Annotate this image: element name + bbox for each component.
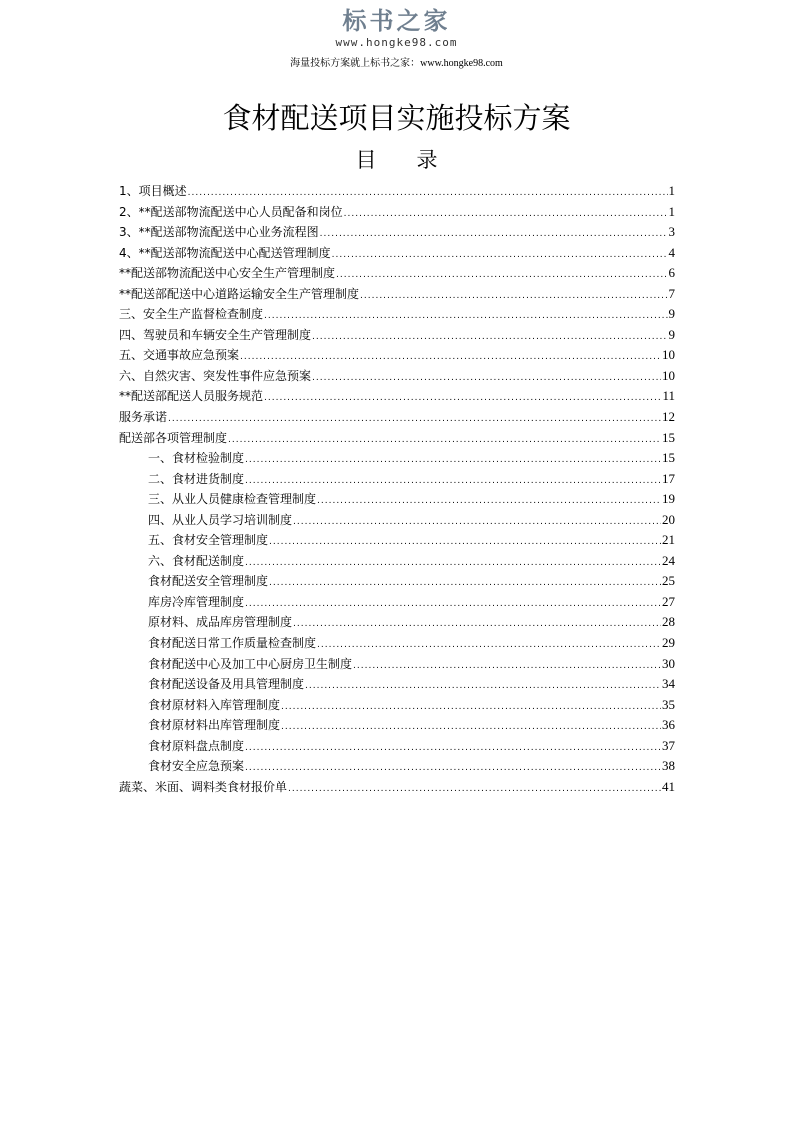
toc-entry-label: 六、食材配送制度 bbox=[148, 553, 245, 568]
toc-leader-dots bbox=[245, 553, 661, 573]
toc-leader-dots bbox=[353, 656, 661, 676]
toc-leader-dots bbox=[317, 491, 661, 511]
toc-entry-page: 3 bbox=[668, 224, 675, 240]
toc-leader-dots bbox=[293, 614, 661, 634]
toc-entry-label: 食材原材料入库管理制度 bbox=[148, 697, 281, 712]
toc-entry[interactable] bbox=[119, 284, 675, 305]
toc-entry-page: 9 bbox=[668, 326, 675, 342]
toc-leader-dots bbox=[245, 738, 661, 758]
toc-entry[interactable] bbox=[119, 633, 675, 654]
toc-entry-page: 10 bbox=[662, 367, 675, 383]
toc-leader-dots bbox=[317, 635, 661, 655]
toc-leader-dots bbox=[264, 306, 667, 326]
toc-entry-page: 12 bbox=[662, 409, 675, 425]
toc-entry-label: 4、**配送部物流配送中心配送管理制度 bbox=[119, 245, 331, 260]
toc-entry-page: 41 bbox=[662, 778, 675, 794]
toc-entry-label: **配送部配送人员服务规范 bbox=[119, 389, 264, 404]
toc-leader-dots bbox=[336, 265, 667, 285]
toc-leader-dots bbox=[320, 224, 668, 244]
toc-entry-label: 食材配送安全管理制度 bbox=[148, 574, 269, 589]
toc-entry[interactable] bbox=[119, 674, 675, 695]
table-of-contents bbox=[119, 181, 675, 797]
toc-entry-label: 五、交通事故应急预案 bbox=[119, 348, 240, 363]
toc-entry[interactable] bbox=[119, 777, 675, 798]
toc-entry-page: 21 bbox=[662, 532, 675, 548]
toc-entry[interactable] bbox=[119, 181, 675, 202]
toc-entry-page: 30 bbox=[662, 655, 675, 671]
toc-entry-label: 1、项目概述 bbox=[119, 184, 187, 198]
toc-entry-label: 食材配送日常工作质量检查制度 bbox=[148, 636, 317, 651]
toc-entry[interactable] bbox=[119, 366, 675, 387]
toc-entry[interactable] bbox=[119, 612, 675, 633]
toc-leader-dots bbox=[228, 430, 661, 450]
toc-leader-dots bbox=[240, 347, 661, 367]
toc-entry[interactable] bbox=[119, 428, 675, 449]
toc-entry[interactable] bbox=[119, 243, 675, 264]
toc-leader-dots bbox=[188, 183, 668, 203]
toc-entry-page: 15 bbox=[662, 429, 675, 445]
toc-entry-page: 25 bbox=[662, 573, 675, 589]
toc-entry-page: 11 bbox=[662, 388, 675, 404]
toc-entry-label: 食材原料盘点制度 bbox=[148, 738, 245, 753]
toc-entry[interactable] bbox=[119, 469, 675, 490]
toc-leader-dots bbox=[312, 327, 667, 347]
toc-entry-label: **配送部物流配送中心安全生产管理制度 bbox=[119, 266, 336, 281]
toc-entry-label: 六、自然灾害、突发性事件应急预案 bbox=[119, 368, 312, 383]
toc-leader-dots bbox=[245, 450, 661, 470]
toc-entry[interactable] bbox=[119, 304, 675, 325]
toc-leader-dots bbox=[264, 388, 661, 408]
toc-entry[interactable] bbox=[119, 263, 675, 284]
toc-entry-label: 原材料、成品库房管理制度 bbox=[148, 615, 293, 630]
header-tagline: 海量投标方案就上标书之家：www.hongke98.com bbox=[290, 58, 503, 69]
toc-entry-label: 配送部各项管理制度 bbox=[119, 430, 228, 445]
toc-entry-label: 蔬菜、米面、调料类食材报价单 bbox=[119, 779, 288, 794]
document-title: 食材配送项目实施投标方案 bbox=[222, 101, 571, 135]
toc-entry[interactable] bbox=[119, 489, 675, 510]
toc-leader-dots bbox=[305, 676, 661, 696]
toc-entry-page: 7 bbox=[668, 285, 675, 301]
toc-entry-label: 四、从业人员学习培训制度 bbox=[148, 512, 293, 527]
toc-leader-dots bbox=[332, 245, 668, 265]
toc-entry[interactable] bbox=[119, 571, 675, 592]
toc-entry-page: 36 bbox=[662, 717, 675, 733]
logo-url: www.hongke98.com bbox=[335, 36, 458, 49]
toc-entry[interactable] bbox=[119, 325, 675, 346]
toc-entry-page: 27 bbox=[662, 593, 675, 609]
toc-entry-page: 10 bbox=[662, 347, 675, 363]
toc-entry[interactable] bbox=[119, 654, 675, 675]
toc-entry-label: 三、安全生产监督检查制度 bbox=[119, 307, 264, 322]
toc-entry-label: 库房冷库管理制度 bbox=[148, 594, 245, 609]
toc-entry-page: 1 bbox=[668, 203, 675, 219]
toc-entry-page: 9 bbox=[668, 306, 675, 322]
toc-entry-label: **配送部配送中心道路运输安全生产管理制度 bbox=[119, 286, 360, 301]
toc-entry-label: 五、食材安全管理制度 bbox=[148, 533, 269, 548]
toc-entry[interactable] bbox=[119, 736, 675, 757]
toc-leader-dots bbox=[269, 532, 661, 552]
toc-entry-label: 二、食材进货制度 bbox=[148, 471, 245, 486]
toc-entry-page: 20 bbox=[662, 511, 675, 527]
toc-leader-dots bbox=[293, 512, 661, 532]
toc-entry[interactable] bbox=[119, 345, 675, 366]
toc-entry[interactable] bbox=[119, 510, 675, 531]
toc-entry-page: 35 bbox=[662, 696, 675, 712]
toc-entry-page: 34 bbox=[662, 676, 675, 692]
toc-entry-label: 食材原材料出库管理制度 bbox=[148, 718, 281, 733]
toc-entry-page: 19 bbox=[662, 491, 675, 507]
toc-entry-page: 1 bbox=[668, 183, 675, 198]
toc-entry-label: 四、驾驶员和车辆安全生产管理制度 bbox=[119, 327, 312, 342]
toc-leader-dots bbox=[281, 717, 661, 737]
toc-heading: 目录 bbox=[355, 148, 478, 172]
toc-entry-page: 4 bbox=[668, 244, 675, 260]
toc-entry[interactable] bbox=[119, 386, 675, 407]
toc-entry[interactable] bbox=[119, 530, 675, 551]
toc-leader-dots bbox=[344, 204, 668, 224]
toc-entry[interactable] bbox=[119, 407, 675, 428]
toc-entry[interactable] bbox=[119, 202, 675, 223]
toc-entry[interactable] bbox=[119, 592, 675, 613]
toc-entry-label: 三、从业人员健康检查管理制度 bbox=[148, 492, 317, 507]
toc-leader-dots bbox=[245, 471, 661, 491]
toc-entry-page: 28 bbox=[662, 614, 675, 630]
toc-leader-dots bbox=[168, 409, 661, 429]
toc-entry-label: 食材配送中心及加工中心厨房卫生制度 bbox=[148, 656, 353, 671]
toc-leader-dots bbox=[288, 779, 661, 799]
toc-entry[interactable] bbox=[119, 695, 675, 716]
toc-leader-dots bbox=[312, 368, 661, 388]
toc-entry-label: 食材配送设备及用具管理制度 bbox=[148, 677, 305, 692]
toc-entry-label: 食材安全应急预案 bbox=[148, 759, 245, 774]
toc-entry[interactable] bbox=[119, 715, 675, 736]
toc-entry[interactable] bbox=[119, 448, 675, 469]
toc-entry-page: 37 bbox=[662, 737, 675, 753]
toc-entry-label: 一、食材检验制度 bbox=[148, 451, 245, 466]
toc-leader-dots bbox=[281, 697, 661, 717]
toc-entry-label: 3、**配送部物流配送中心业务流程图 bbox=[119, 225, 319, 240]
toc-entry[interactable] bbox=[119, 756, 675, 777]
toc-leader-dots bbox=[360, 286, 667, 306]
toc-entry-page: 15 bbox=[662, 450, 675, 466]
logo-text: 标书之家 bbox=[342, 7, 451, 35]
toc-entry-page: 24 bbox=[662, 552, 675, 568]
toc-entry-page: 29 bbox=[662, 635, 675, 651]
toc-entry[interactable] bbox=[119, 551, 675, 572]
toc-entry-label: 2、**配送部物流配送中心人员配备和岗位 bbox=[119, 204, 343, 219]
toc-leader-dots bbox=[245, 758, 661, 778]
toc-entry[interactable] bbox=[119, 222, 675, 243]
toc-leader-dots bbox=[269, 573, 661, 593]
site-logo bbox=[0, 6, 793, 50]
toc-entry-page: 17 bbox=[662, 470, 675, 486]
toc-entry-page: 38 bbox=[662, 758, 675, 774]
toc-leader-dots bbox=[245, 594, 661, 614]
toc-entry-page: 6 bbox=[668, 265, 675, 281]
toc-entry-label: 服务承诺 bbox=[119, 410, 168, 425]
